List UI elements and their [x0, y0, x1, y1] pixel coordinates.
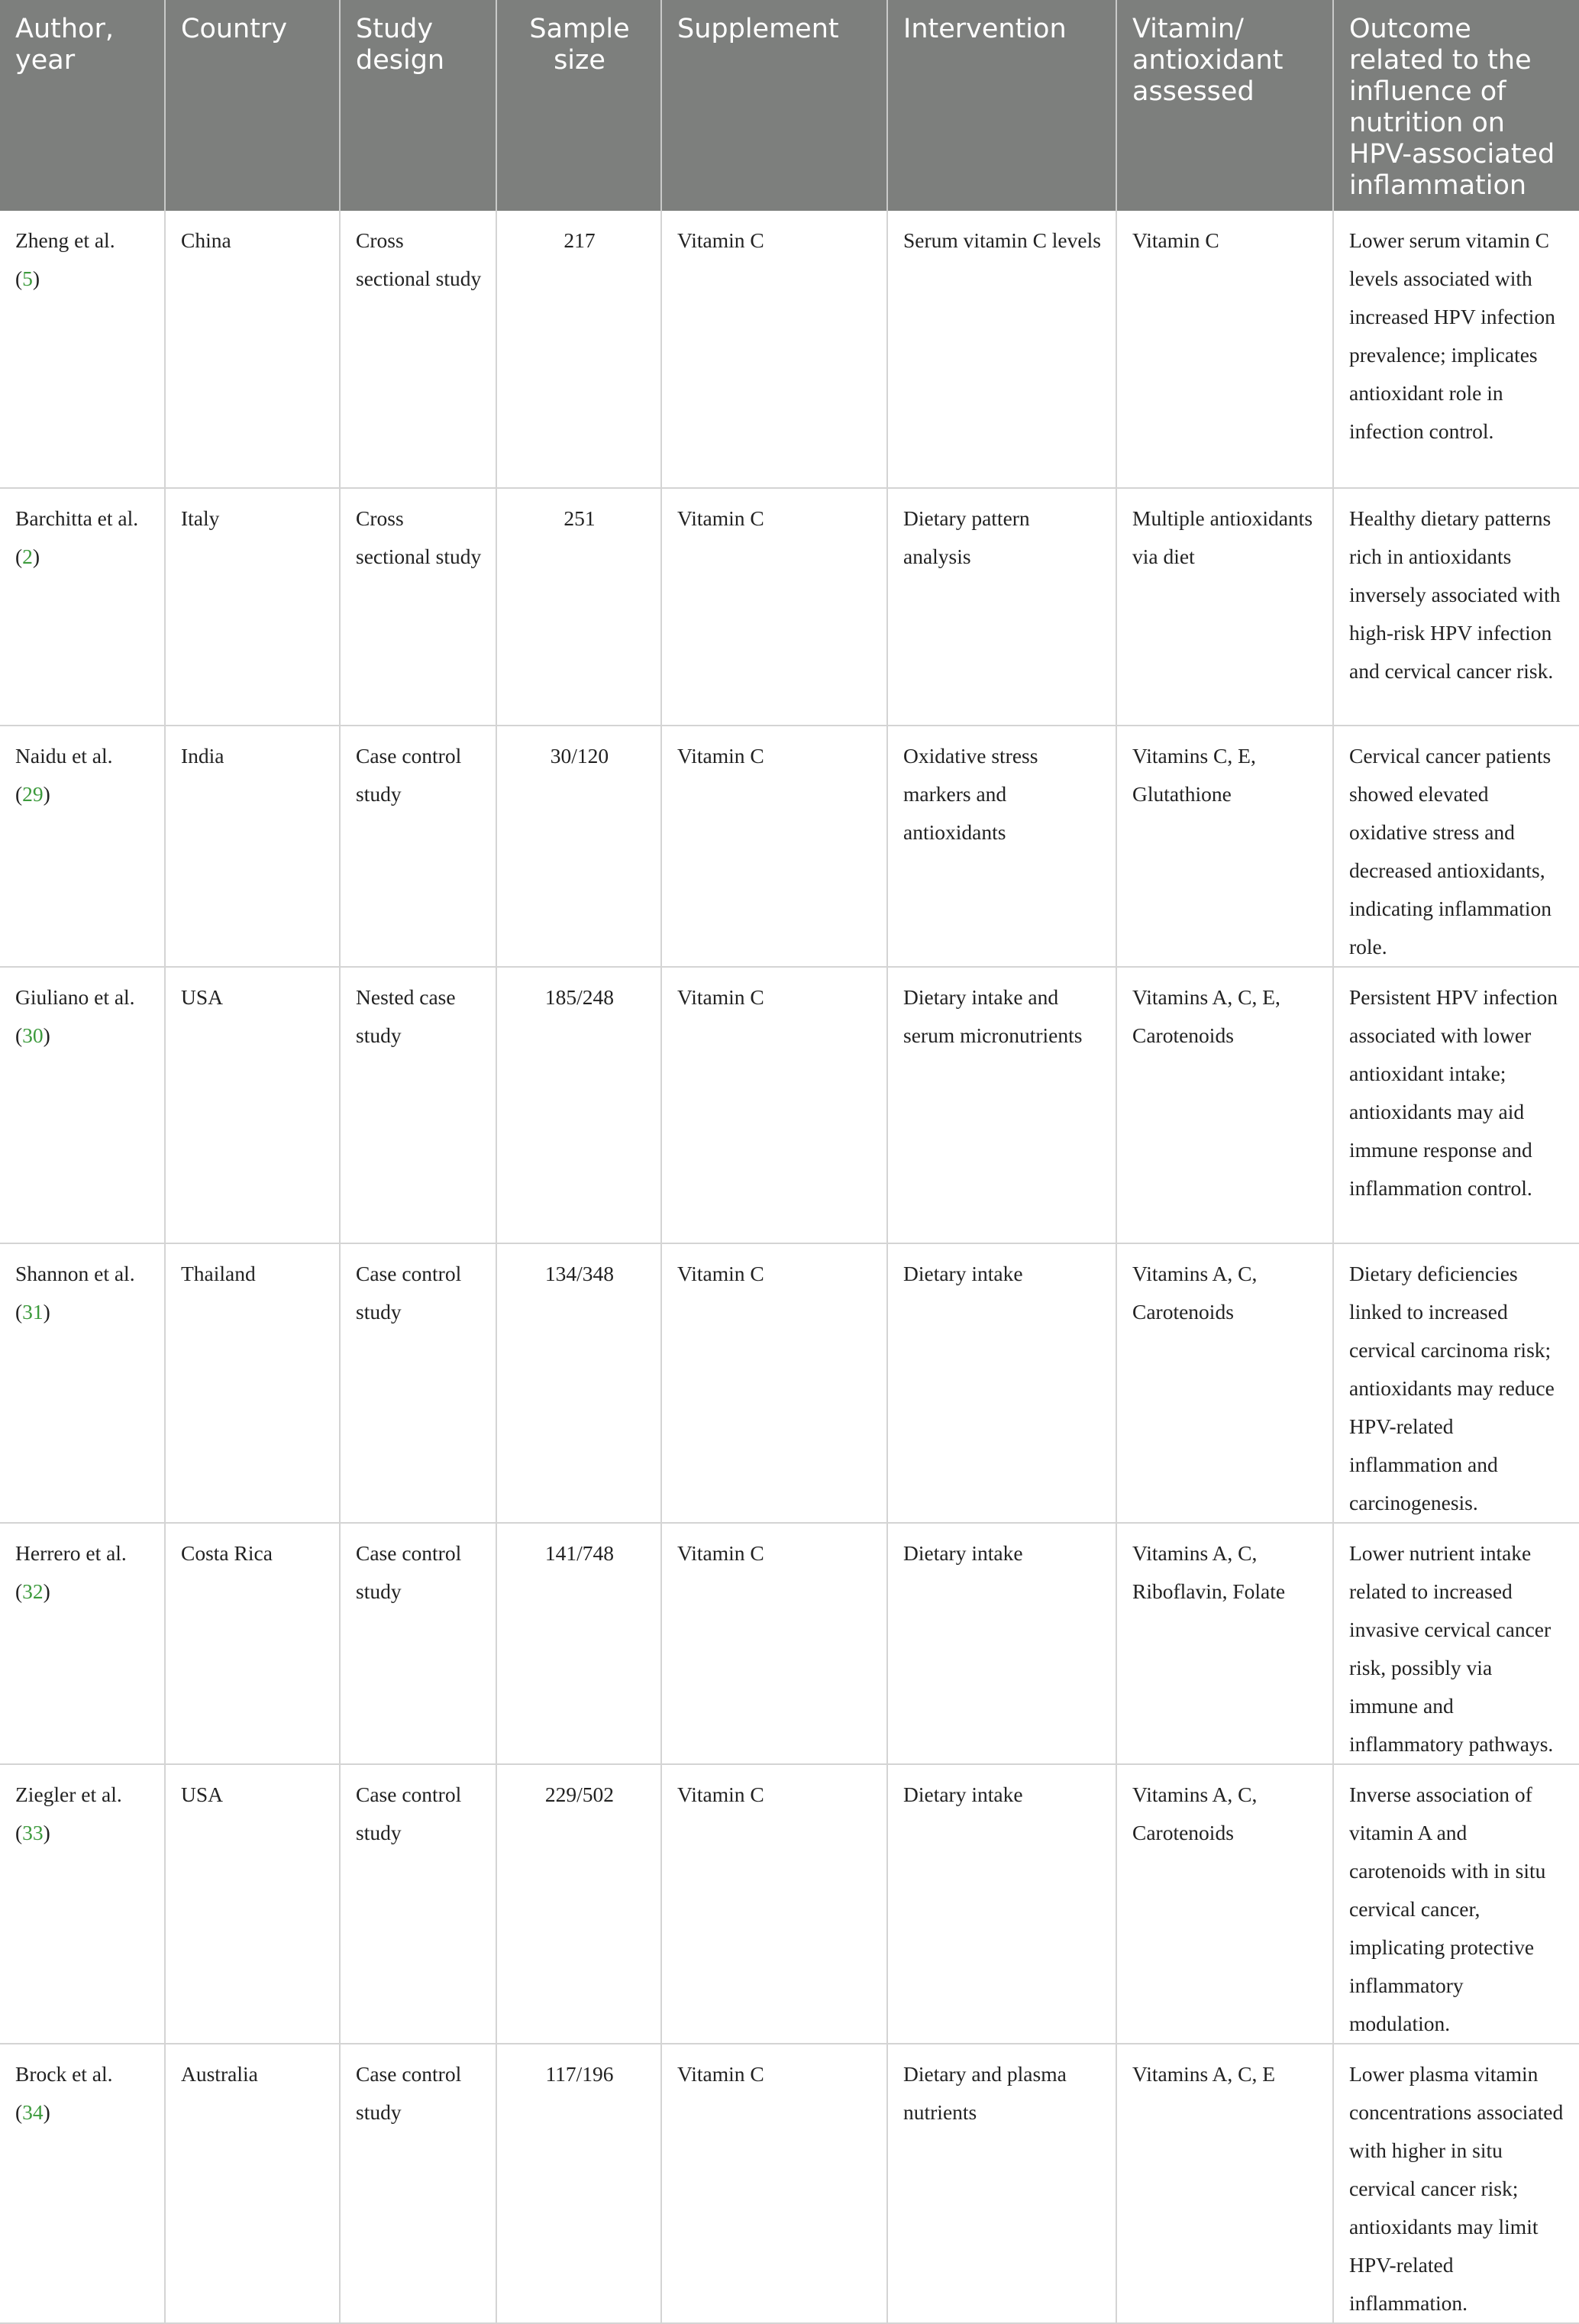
table-row [0, 1764, 1579, 2044]
cell-outcome: Inverse association of vitamin A and carotenoids with in situ cervical cancer, implicating protective inflammatory modulation. [1333, 1764, 1579, 2044]
cell-study-design: Cross sectional study [340, 488, 496, 726]
author-name: Ziegler et al. [15, 1783, 122, 1806]
cell-intervention: Serum vitamin C levels [887, 211, 1116, 488]
cell-supplement: Vitamin C [661, 1764, 887, 2044]
cell-intervention: Dietary intake [887, 1523, 1116, 1764]
cell-study-design: Case control study [340, 726, 496, 967]
cell-intervention: Dietary pattern analysis [887, 488, 1116, 726]
reference-link[interactable]: 31 [22, 1300, 44, 1324]
table-row [0, 1523, 1579, 1764]
cell-sample-size: 185/248 [496, 967, 661, 1243]
cell-sample-size: 217 [496, 211, 661, 488]
cell-author: Giuliano et al. (30) [0, 967, 165, 1243]
cell-vitamin: Vitamin C [1116, 211, 1333, 488]
cell-intervention: Dietary intake [887, 1764, 1116, 2044]
header-vitamin-antioxidant: Vitamin/ antioxidant assessed [1116, 0, 1333, 211]
table-row [0, 967, 1579, 1243]
cell-outcome: Healthy dietary patterns rich in antioxidants inversely associated with high-risk HPV infection and cervical cancer risk. [1333, 488, 1579, 726]
author-name: Barchitta et al. [15, 506, 139, 530]
header-supplement: Supplement [661, 0, 887, 211]
reference-link[interactable]: 34 [22, 2100, 44, 2124]
cell-vitamin: Vitamins A, C, Riboflavin, Folate [1116, 1523, 1333, 1764]
cell-study-design: Case control study [340, 1523, 496, 1764]
cell-sample-size: 134/348 [496, 1243, 661, 1523]
cell-author: Herrero et al. (32) [0, 1523, 165, 1764]
cell-supplement: Vitamin C [661, 211, 887, 488]
author-name: Herrero et al. [15, 1541, 127, 1565]
cell-author: Ziegler et al. (33) [0, 1764, 165, 2044]
cell-country: China [165, 211, 340, 488]
cell-study-design: Case control study [340, 1243, 496, 1523]
cell-country: India [165, 726, 340, 967]
cell-sample-size: 30/120 [496, 726, 661, 967]
cell-sample-size: 229/502 [496, 1764, 661, 2044]
table-body [0, 211, 1579, 2323]
cell-supplement: Vitamin C [661, 1523, 887, 1764]
header-country: Country [165, 0, 340, 211]
cell-study-design: Case control study [340, 2044, 496, 2323]
cell-sample-size: 141/748 [496, 1523, 661, 1764]
table-row [0, 726, 1579, 967]
cell-supplement: Vitamin C [661, 1243, 887, 1523]
cell-vitamin: Vitamins A, C, Carotenoids [1116, 1243, 1333, 1523]
cell-study-design: Case control study [340, 1764, 496, 2044]
cell-outcome: Lower plasma vitamin concentrations associated with higher in situ cervical cancer risk; antioxidants may limit HPV-related inflammation. [1333, 2044, 1579, 2323]
cell-supplement: Vitamin C [661, 967, 887, 1243]
cell-vitamin: Multiple antioxidants via diet [1116, 488, 1333, 726]
table-row [0, 211, 1579, 488]
cell-country: Costa Rica [165, 1523, 340, 1764]
cell-intervention: Oxidative stress markers and antioxidants [887, 726, 1116, 967]
reference-link[interactable]: 5 [22, 267, 33, 290]
reference-link[interactable]: 32 [22, 1579, 44, 1603]
cell-author: Zheng et al. (5) [0, 211, 165, 488]
cell-country: Italy [165, 488, 340, 726]
cell-vitamin: Vitamins A, C, E, Carotenoids [1116, 967, 1333, 1243]
cell-country: USA [165, 1764, 340, 2044]
cell-author: Shannon et al. (31) [0, 1243, 165, 1523]
cell-study-design: Cross sectional study [340, 211, 496, 488]
author-name: Brock et al. [15, 2062, 113, 2086]
cell-country: Australia [165, 2044, 340, 2323]
cell-intervention: Dietary and plasma nutrients [887, 2044, 1116, 2323]
cell-sample-size: 251 [496, 488, 661, 726]
cell-country: Thailand [165, 1243, 340, 1523]
cell-country: USA [165, 967, 340, 1243]
reference-link[interactable]: 30 [22, 1023, 44, 1047]
cell-intervention: Dietary intake and serum micronutrients [887, 967, 1116, 1243]
author-name: Naidu et al. [15, 744, 113, 768]
reference-link[interactable]: 29 [22, 782, 44, 806]
cell-sample-size: 117/196 [496, 2044, 661, 2323]
table-row [0, 2044, 1579, 2323]
cell-outcome: Persistent HPV infection associated with lower antioxidant intake; antioxidants may aid immune response and inflammation control. [1333, 967, 1579, 1243]
header-intervention: Intervention [887, 0, 1116, 211]
cell-vitamin: Vitamins A, C, E [1116, 2044, 1333, 2323]
cell-study-design: Nested case study [340, 967, 496, 1243]
author-name: Giuliano et al. [15, 985, 135, 1009]
cell-supplement: Vitamin C [661, 2044, 887, 2323]
cell-outcome: Lower nutrient intake related to increased invasive cervical cancer risk, possibly via immune and inflammatory pathways. [1333, 1523, 1579, 1764]
cell-intervention: Dietary intake [887, 1243, 1116, 1523]
header-row [0, 0, 1579, 211]
header-study-design: Study design [340, 0, 496, 211]
table-header [0, 0, 1579, 211]
reference-link[interactable]: 33 [22, 1821, 44, 1844]
cell-outcome: Lower serum vitamin C levels associated with increased HPV infection prevalence; implicates antioxidant role in infection control. [1333, 211, 1579, 488]
cell-supplement: Vitamin C [661, 726, 887, 967]
header-author-year: Author, year [0, 0, 165, 211]
header-sample-size: Sample size [496, 0, 661, 211]
cell-vitamin: Vitamins C, E, Glutathione [1116, 726, 1333, 967]
cell-author: Naidu et al. (29) [0, 726, 165, 967]
table-row [0, 1243, 1579, 1523]
cell-outcome: Dietary deficiencies linked to increased cervical carcinoma risk; antioxidants may reduce HPV-related inflammation and carcinogenesis. [1333, 1243, 1579, 1523]
author-name: Zheng et al. [15, 228, 115, 252]
cell-vitamin: Vitamins A, C, Carotenoids [1116, 1764, 1333, 2044]
header-outcome: Outcome related to the influence of nutrition on HPV-associated inflammation [1333, 0, 1579, 211]
author-name: Shannon et al. [15, 1262, 135, 1285]
cell-author: Brock et al. (34) [0, 2044, 165, 2323]
table-row [0, 488, 1579, 726]
cell-outcome: Cervical cancer patients showed elevated oxidative stress and decreased antioxidants, indicating inflammation role. [1333, 726, 1579, 967]
cell-supplement: Vitamin C [661, 488, 887, 726]
reference-link[interactable]: 2 [22, 545, 33, 568]
cell-author: Barchitta et al. (2) [0, 488, 165, 726]
